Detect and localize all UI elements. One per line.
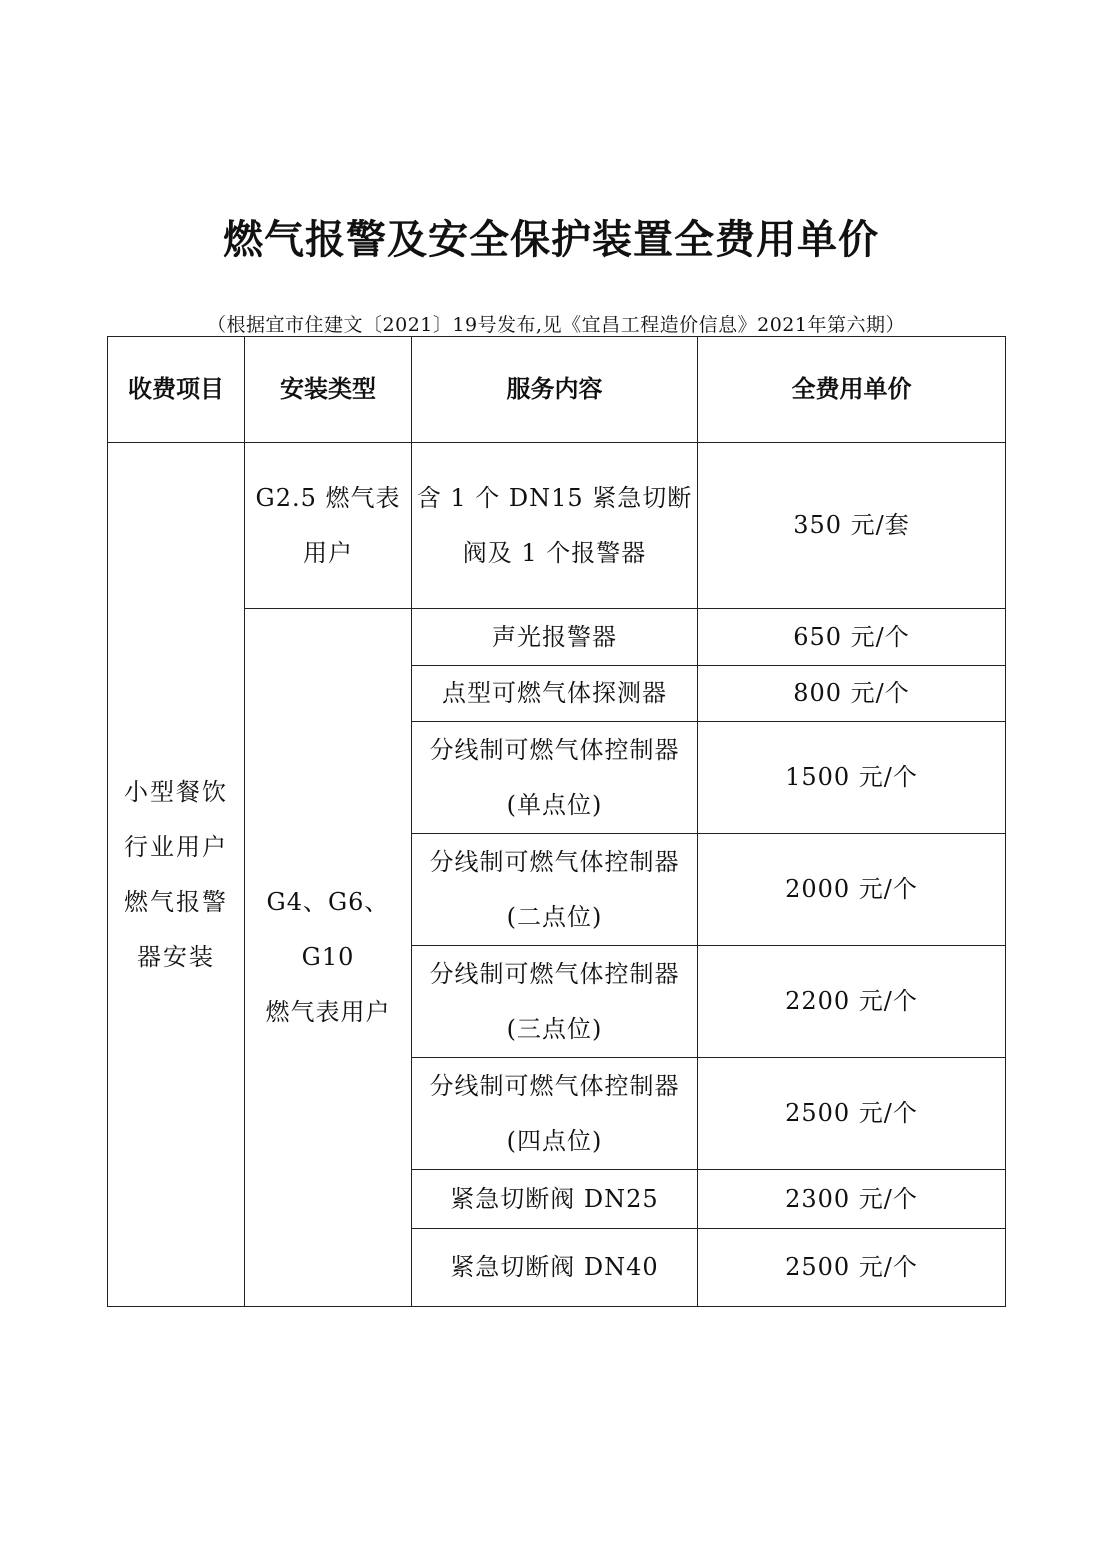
service-content-cell xyxy=(412,1058,698,1170)
unit-price-text: 2300 元/个 xyxy=(785,1184,918,1213)
unit-price-cell xyxy=(698,443,1006,609)
service-content-text: 紧急切断阀 DN25 xyxy=(450,1184,659,1213)
page-subtitle: （根据宜市住建文〔2021〕19号发布,见《宜昌工程造价信息》2021年第六期） xyxy=(207,314,905,336)
service-content-cell xyxy=(412,946,698,1058)
unit-price-cell xyxy=(698,1058,1006,1170)
unit-price-cell xyxy=(698,1170,1006,1229)
service-content-cell xyxy=(412,1229,698,1307)
service-content-cell xyxy=(412,609,698,666)
unit-price-text: 2200 元/个 xyxy=(785,987,918,1015)
unit-price-cell xyxy=(698,666,1006,722)
service-content-cell xyxy=(412,834,698,946)
fee-item-cell xyxy=(108,443,245,1307)
header-unit-price: 全费用单价 xyxy=(698,337,1006,443)
install-type-text: G4、G6、G10 燃气表用户 xyxy=(265,888,391,1026)
price-table xyxy=(107,336,1006,1307)
table-header-row xyxy=(108,337,1006,443)
unit-price-cell xyxy=(698,722,1006,834)
header-service-content: 服务内容 xyxy=(412,337,698,443)
service-content-text: 紧急切断阀 DN40 xyxy=(450,1253,659,1281)
service-content-cell xyxy=(412,1170,698,1229)
page-title: 燃气报警及安全保护装置全费用单价 xyxy=(223,216,879,263)
unit-price-text: 1500 元/个 xyxy=(785,763,918,791)
table-row xyxy=(108,443,1006,609)
service-content-text: 声光报警器 xyxy=(492,622,617,651)
unit-price-text: 800 元/个 xyxy=(793,679,910,707)
service-content-text: 点型可燃气体探测器 xyxy=(442,679,667,707)
service-content-text: 分线制可燃气体控制器 (三点位) xyxy=(429,959,680,1043)
unit-price-text: 2000 元/个 xyxy=(785,875,918,903)
header-fee-item: 收费项目 xyxy=(108,337,245,443)
service-content-cell xyxy=(412,443,698,609)
unit-price-cell xyxy=(698,1229,1006,1307)
service-content-text: 含 1 个 DN15 紧急切断 阀及 1 个报警器 xyxy=(416,483,693,567)
unit-price-text: 2500 元/个 xyxy=(785,1253,918,1281)
service-content-text: 分线制可燃气体控制器 (二点位) xyxy=(429,847,680,931)
service-content-text: 分线制可燃气体控制器 (单点位) xyxy=(429,735,680,819)
install-type-cell xyxy=(245,609,412,1307)
service-content-cell xyxy=(412,722,698,834)
install-type-cell xyxy=(245,443,412,609)
service-content-text: 分线制可燃气体控制器 (四点位) xyxy=(429,1071,680,1155)
unit-price-cell xyxy=(698,609,1006,666)
header-install-type: 安装类型 xyxy=(245,337,412,443)
unit-price-cell xyxy=(698,834,1006,946)
unit-price-text: 650 元/个 xyxy=(793,622,910,651)
unit-price-cell xyxy=(698,946,1006,1058)
install-type-text: G2.5 燃气表 用户 xyxy=(255,483,401,567)
service-content-cell xyxy=(412,666,698,722)
fee-item-text: 小型餐饮 行业用户 燃气报警 器安装 xyxy=(124,777,228,971)
unit-price-text: 2500 元/个 xyxy=(785,1099,918,1127)
unit-price-text: 350 元/套 xyxy=(793,511,910,539)
